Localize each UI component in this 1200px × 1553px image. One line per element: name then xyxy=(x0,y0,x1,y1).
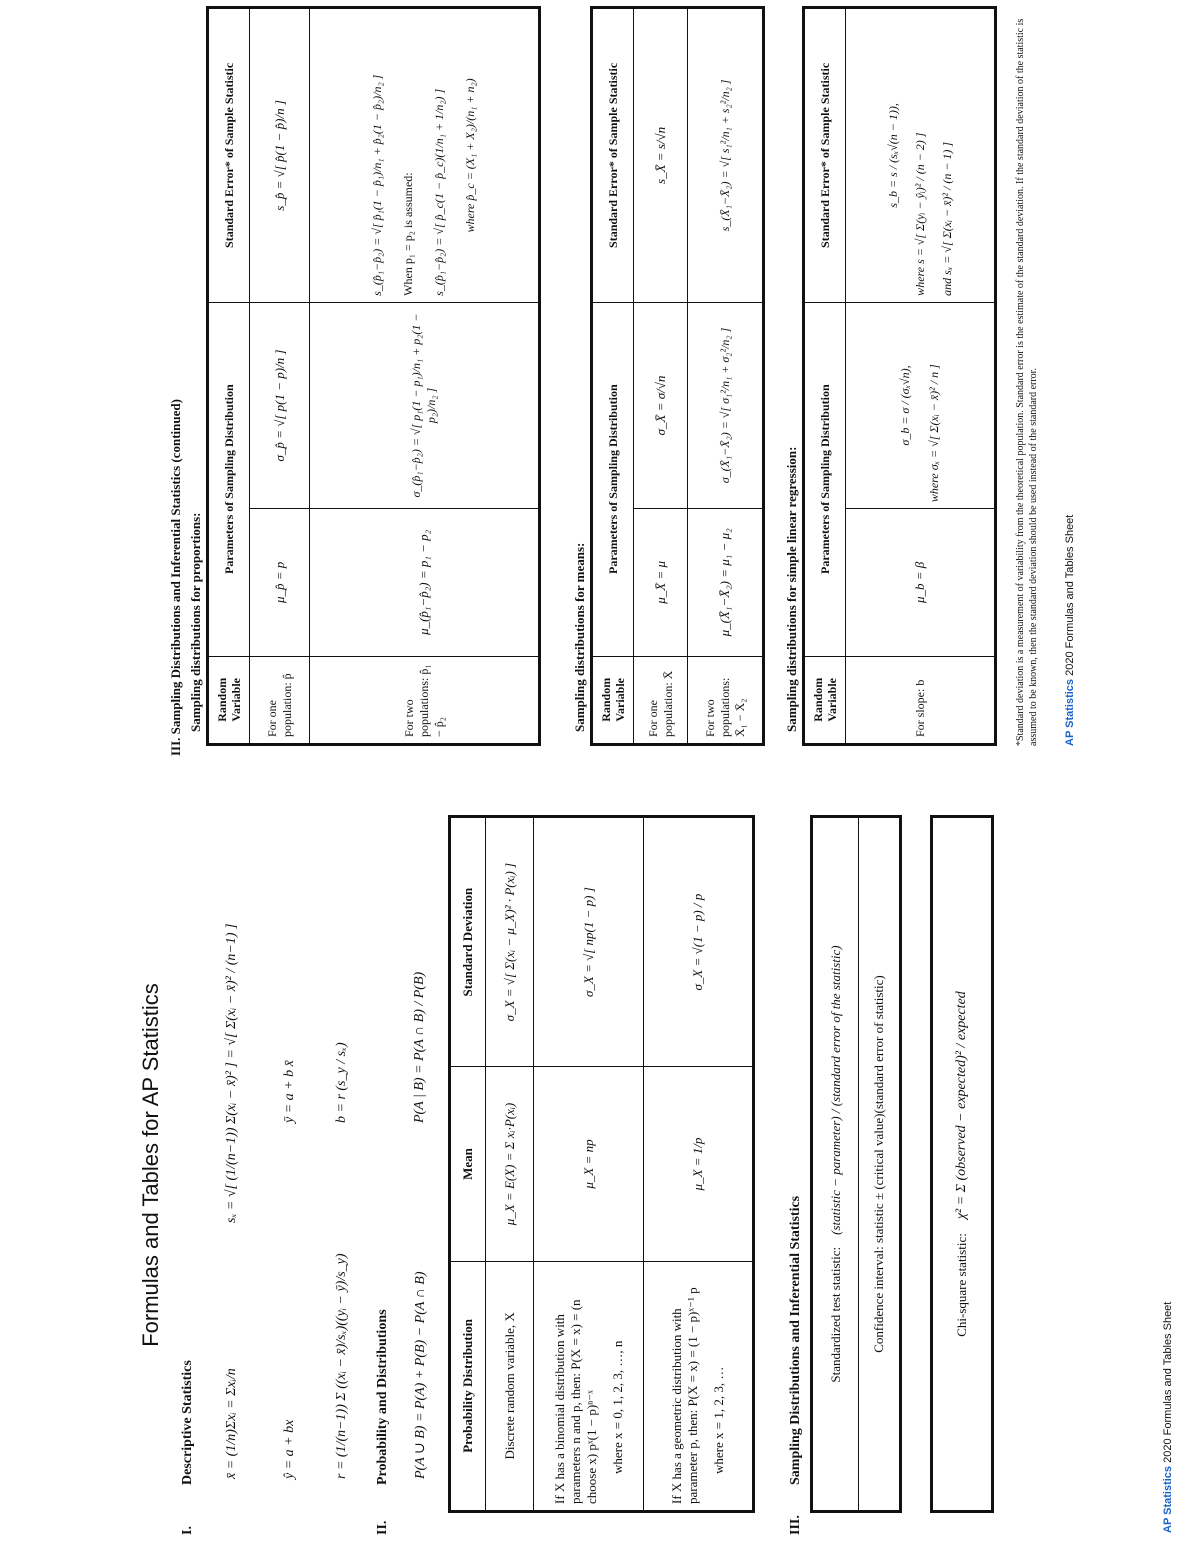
dist-geometric-cell xyxy=(644,1261,754,1511)
confidence-interval-row: Confidence interval: statistic ± (critical value)(standard error of statistic) xyxy=(871,975,886,1353)
table-row xyxy=(250,8,310,745)
footer-text: 2020 Formulas and Tables Sheet xyxy=(1162,1301,1174,1463)
sd-geometric: σ_X = √(1 − p) / p xyxy=(644,817,754,1067)
table-row xyxy=(644,817,754,1512)
formula-union: P(A ∪ B) = P(A) + P(B) − P(A ∩ B) xyxy=(413,1271,428,1479)
reg-rv-slope: For slope: b xyxy=(846,656,996,744)
section-2-title: Probability and Distributions xyxy=(375,1309,390,1485)
footer-2 xyxy=(1064,515,1076,746)
table-row xyxy=(634,8,688,745)
section-3-title: Sampling Distributions and Inferential Statistics xyxy=(788,1195,803,1485)
mean-rv-one: For one population: X̄ xyxy=(634,656,688,744)
page-2 xyxy=(0,0,1200,776)
reg-se-cell xyxy=(846,8,996,303)
table-row xyxy=(486,817,534,1512)
dist-geometric: If X has a geometric distribution with parameter p, then: P(X = x) = (1 − p)ˣ⁻¹ p xyxy=(669,1287,700,1504)
page-title: Formulas and Tables for AP Statistics xyxy=(138,983,163,1347)
formula-b: b = r (s_y / sₓ) xyxy=(334,1042,349,1123)
chi-square-expr: χ² = Σ (observed − expected)² / expected xyxy=(954,991,969,1220)
reg-sd-cell xyxy=(846,302,996,508)
standard-error-footnote: *Standard deviation is a measurement of variability from the theoretical population. Standard error is the estimate of the standard deviation. If the standard deviation of the statistic is assumed to be known, then the standard deviation should be used instead of the standard error. xyxy=(1015,18,1039,746)
footer-text: 2020 Formulas and Tables Sheet xyxy=(1064,514,1076,676)
proportions-table xyxy=(206,6,541,746)
reg-header-rv: Random Variable xyxy=(804,656,846,744)
formula-r: r = (1/(n−1)) Σ ((xᵢ − x̄)/sₓ)((yᵢ − ȳ)/s_y) xyxy=(334,1253,349,1479)
table-row xyxy=(688,8,764,745)
reg-sd-slope: σ_b = σ / (σₓ√n), xyxy=(898,365,912,446)
mean-header-se: Standard Error* of Sample Statistic xyxy=(592,8,634,303)
mean-sd-two: σ_(X̄₁−X̄₂) = √[ σ₁²/n₁ + σ₂²/n₂ ] xyxy=(688,302,764,508)
prop-se-two: s_(p̂₁−p̂₂) = √[ p̂₁(1 − p̂₁)/n₁ + p̂₂(1 − p̂₂)/n₂ ] xyxy=(370,74,384,296)
prop-se-pooled: s_(p̂₁−p̂₂) = √[ p̂_c(1 − p̂_c)(1/n₁ + 1/n₂) ] xyxy=(432,88,446,296)
formula-conditional: P(A | B) = P(A ∩ B) / P(B) xyxy=(412,971,427,1123)
mean-se-two: s_(X̄₁−X̄₂) = √[ s₁²/n₁ + s₂²/n₂ ] xyxy=(688,8,764,303)
probability-table xyxy=(448,815,755,1513)
prop-mean-two: μ_(p̂₁−p̂₂) = p₁ − p₂ xyxy=(310,509,540,656)
mean-sd-one: σ_X̄ = σ/√n xyxy=(634,302,688,508)
reg-header-params: Parameters of Sampling Distribution xyxy=(804,302,846,656)
reg-se-where-s: where s = √[ Σ(yᵢ − ŷᵢ)² / (n − 2) ] xyxy=(912,132,927,296)
means-table xyxy=(590,6,765,746)
prop-header-se: Standard Error* of Sample Statistic xyxy=(208,8,250,303)
prop-sd-two: σ_(p̂₁−p̂₂) = √[ p₁(1 − p₁)/n₁ + p₂(1 − p₂)/n₂ ] xyxy=(310,302,540,508)
mean-header-params: Parameters of Sampling Distribution xyxy=(592,302,634,656)
dist-discrete: Discrete random variable, X xyxy=(486,1261,534,1511)
standardized-label: Standardized test statistic: xyxy=(827,1246,843,1383)
table-row xyxy=(310,8,540,745)
prop-se-one: s_p̂ = √[ p̂(1 − p̂)/n ] xyxy=(250,8,310,303)
regression-table xyxy=(802,6,997,746)
prop-rv-one: For one population: p̂ xyxy=(250,656,310,744)
mean-binomial: μ_X = np xyxy=(534,1067,644,1262)
regression-title: Sampling distributions for simple linear regression: xyxy=(784,446,799,732)
dist-binomial-cell xyxy=(534,1261,644,1511)
reg-se-and-sx: and sₓ = √[ Σ(xᵢ − x̄)² / (n − 1) ] xyxy=(939,141,954,296)
formula-yhat: ŷ = a + bx xyxy=(282,1419,297,1479)
footer-brand: AP Statistics xyxy=(1162,1465,1174,1533)
chi-square-box xyxy=(930,815,994,1513)
means-title: Sampling distributions for means: xyxy=(572,542,587,732)
prop-header-rv: Random Variable xyxy=(208,656,250,744)
prop-header-params: Parameters of Sampling Distribution xyxy=(208,302,250,656)
chi-square-label: Chi-square statistic: xyxy=(954,1233,969,1337)
prop-sd-one: σ_p̂ = √[ p(1 − p)/n ] xyxy=(250,302,310,508)
section-1-title: Descriptive Statistics xyxy=(180,1360,195,1485)
prop-se-assumed: When p₁ = p₂ is assumed: xyxy=(401,172,415,296)
mean-mean-one: μ_X̄ = μ xyxy=(634,509,688,656)
formula-mean: x̄ = (1/n)Σxᵢ = Σxᵢ/n xyxy=(224,1368,239,1479)
reg-sd-where: where σₓ = √[ Σ(xᵢ − x̄)² / n ] xyxy=(927,364,941,503)
formula-sd: sₓ = √[ (1/(n−1)) Σ(xᵢ − x̄)² ] = √[ Σ(xᵢ − x̄)² / (n−1) ] xyxy=(224,923,239,1223)
standardized-row xyxy=(813,818,859,1510)
mean-rv-two: For two populations: X̄₁ − X̄₂ xyxy=(688,656,764,744)
proportions-title: Sampling distributions for proportions: xyxy=(188,512,203,732)
mean-header-rv: Random Variable xyxy=(592,656,634,744)
reg-mean-slope: μ_b = β xyxy=(846,509,996,656)
header-mean: Mean xyxy=(450,1067,486,1262)
continued-heading: III. Sampling Distributions and Inferential Statistics (continued) xyxy=(168,399,183,756)
prop-rv-two: For two populations: p̂₁ − p̂₂ xyxy=(310,656,540,744)
test-statistic-box xyxy=(810,815,902,1513)
table-row xyxy=(534,817,644,1512)
reg-header-se: Standard Error* of Sample Statistic xyxy=(804,8,846,303)
formula-ybar: ȳ = a + b x̄ xyxy=(282,1060,297,1123)
prop-mean-one: μ_p̂ = p xyxy=(250,509,310,656)
footer-brand: AP Statistics xyxy=(1064,678,1076,746)
sd-discrete: σ_X = √[ Σ(xᵢ − μ_X)² · P(xᵢ) ] xyxy=(486,817,534,1067)
sd-binomial: σ_X = √[ np(1 − p) ] xyxy=(534,817,644,1067)
geometric-where: where x = 1, 2, 3, … xyxy=(711,1366,726,1474)
header-prob-dist: Probability Distribution xyxy=(450,1261,486,1511)
reg-se-slope: s_b = s / (sₓ√(n − 1)), xyxy=(885,103,900,208)
header-sd: Standard Deviation xyxy=(450,817,486,1067)
section-3-number: III. xyxy=(788,1515,803,1535)
standardized-expr: (statistic − parameter) / (standard error of the statistic) xyxy=(827,945,843,1235)
mean-discrete: μ_X = E(X) = Σ xᵢ·P(xᵢ) xyxy=(486,1067,534,1262)
section-1-number: I. xyxy=(180,1526,195,1535)
table-row xyxy=(846,8,996,745)
mean-se-one: s_X̄ = s/√n xyxy=(634,8,688,303)
mean-geometric: μ_X = 1/p xyxy=(644,1067,754,1262)
page-1 xyxy=(0,777,1200,1553)
dist-binomial: If X has a binomial distribution with parameters n and p, then: P(X = x) = (n choose x) pˣ(1 − p)ⁿ⁻ˣ xyxy=(551,1299,599,1504)
binomial-where: where x = 0, 1, 2, 3, …, n xyxy=(609,1340,625,1474)
mean-mean-two: μ_(X̄₁−X̄₂) = μ₁ − μ₂ xyxy=(688,509,764,656)
footer-1 xyxy=(1162,1302,1174,1533)
prop-se-two-cell xyxy=(310,8,540,303)
prop-se-pc: where p̂_c = (X₁ + X₂)/(n₁ + n₂) xyxy=(463,78,477,233)
section-2-number: II. xyxy=(375,1520,390,1535)
